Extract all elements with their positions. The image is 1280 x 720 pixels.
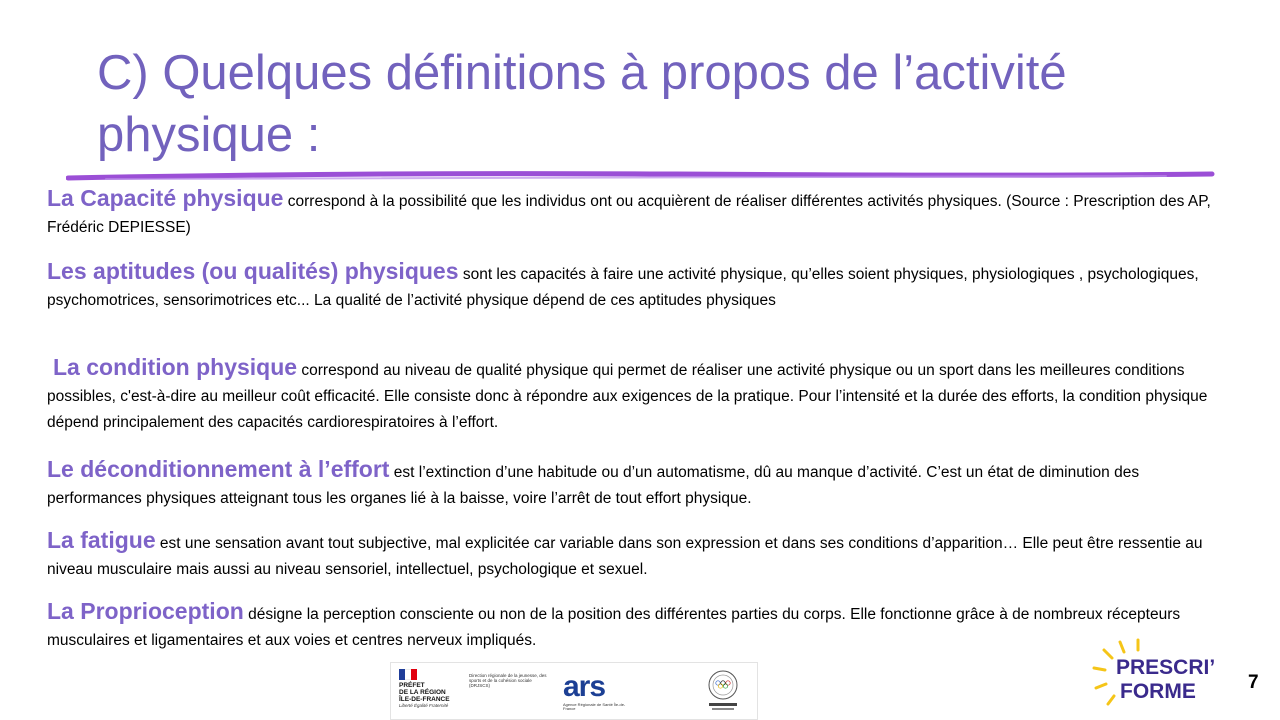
term-condition-physique: La condition physique [53,354,298,380]
definition-fatigue [47,527,1217,583]
text-deconditionnement: est l’extinction d’une habitude ou d’un automatisme, dû au manque d’activité. C’est un état de diminution des performances physiques atteignant tous les organes lié à la baisse, voire l’arrêt de tout effort physique. [47,464,1140,507]
definition-capacite-physique [47,185,1217,241]
term-proprioception: La Proprioception [47,598,244,624]
prescriforme-line1: PRESCRI’ [1116,656,1216,679]
text-aptitudes-physiques: sont les capacités à faire une activité physique, qu’elles soient physiques, physiologiques , psychologiques, psychomotrices, sensorimotrices etc... La qualité de l’activité physique dépend de ces aptitudes physiques [47,266,1199,309]
prescriforme-line2: FORME [1120,680,1196,703]
definition-proprioception [47,598,1217,654]
definition-aptitudes-physiques [47,258,1217,314]
prefet-motto: Liberté Égalité Fraternité [399,703,449,708]
definition-deconditionnement [47,456,1217,512]
partner-logos [390,662,758,720]
text-capacite-physique: correspond à la possibilité que les individus ont ou acquièrent de réaliser différentes activités physiques. (Source : Prescription des AP, Frédéric DEPIESSE) [47,193,1211,236]
term-fatigue: La fatigue [47,527,156,553]
ars-wordmark: ars [563,670,606,703]
prefet-logo [399,669,459,717]
olympic-crest-icon [703,667,743,715]
drjscs-text: Direction régionale de la jeunesse, des sports et de la cohésion sociale (DRJSCS) [469,673,547,688]
text-condition-physique: correspond au niveau de qualité physique qui permet de réaliser une activité physique ou un sport dans les meilleures conditions possibles, c'est-à-dire au meilleur coût efficacité. Elle consiste donc à répondre aux exigences de la pratique. Pour l’intensité et la durée des efforts, la condition physique dépend principalement des capacités cardiorespiratoires à l’effort. [47,362,1208,431]
definition-condition-physique [47,354,1217,436]
text-fatigue: est une sensation avant tout subjective, mal explicitée car variable dans son expression et dans ses conditions d’apparition… Elle peut être ressentie au niveau musculaire mais aussi au niveau sensoriel, intellectuel, psychologique et sexuel. [47,535,1203,578]
page-number: 7 [1248,672,1259,693]
ars-subtitle: Agence Régionale de Santé Île-de-France [563,702,626,711]
slide-title: C) Quelques définitions à propos de l’activité physique : [97,46,1067,162]
ars-logo [563,671,633,715]
term-aptitudes-physiques: Les aptitudes (ou qualités) physiques [47,258,459,284]
term-deconditionnement: Le déconditionnement à l’effort [47,456,390,482]
text-proprioception: désigne la perception consciente ou non de la position des différentes parties du corps. Elle fonctionne grâce à de nombreux récepteurs musculaires et ligamentaires et aux voies et centres nerveux impliqués. [47,606,1181,649]
term-capacite-physique: La Capacité physique [47,185,284,211]
prescriforme-logo [1090,638,1220,712]
french-flag-icon [399,669,417,680]
prefet-text: PRÉFET DE LA RÉGION ÎLE-DE-FRANCE [399,682,450,703]
